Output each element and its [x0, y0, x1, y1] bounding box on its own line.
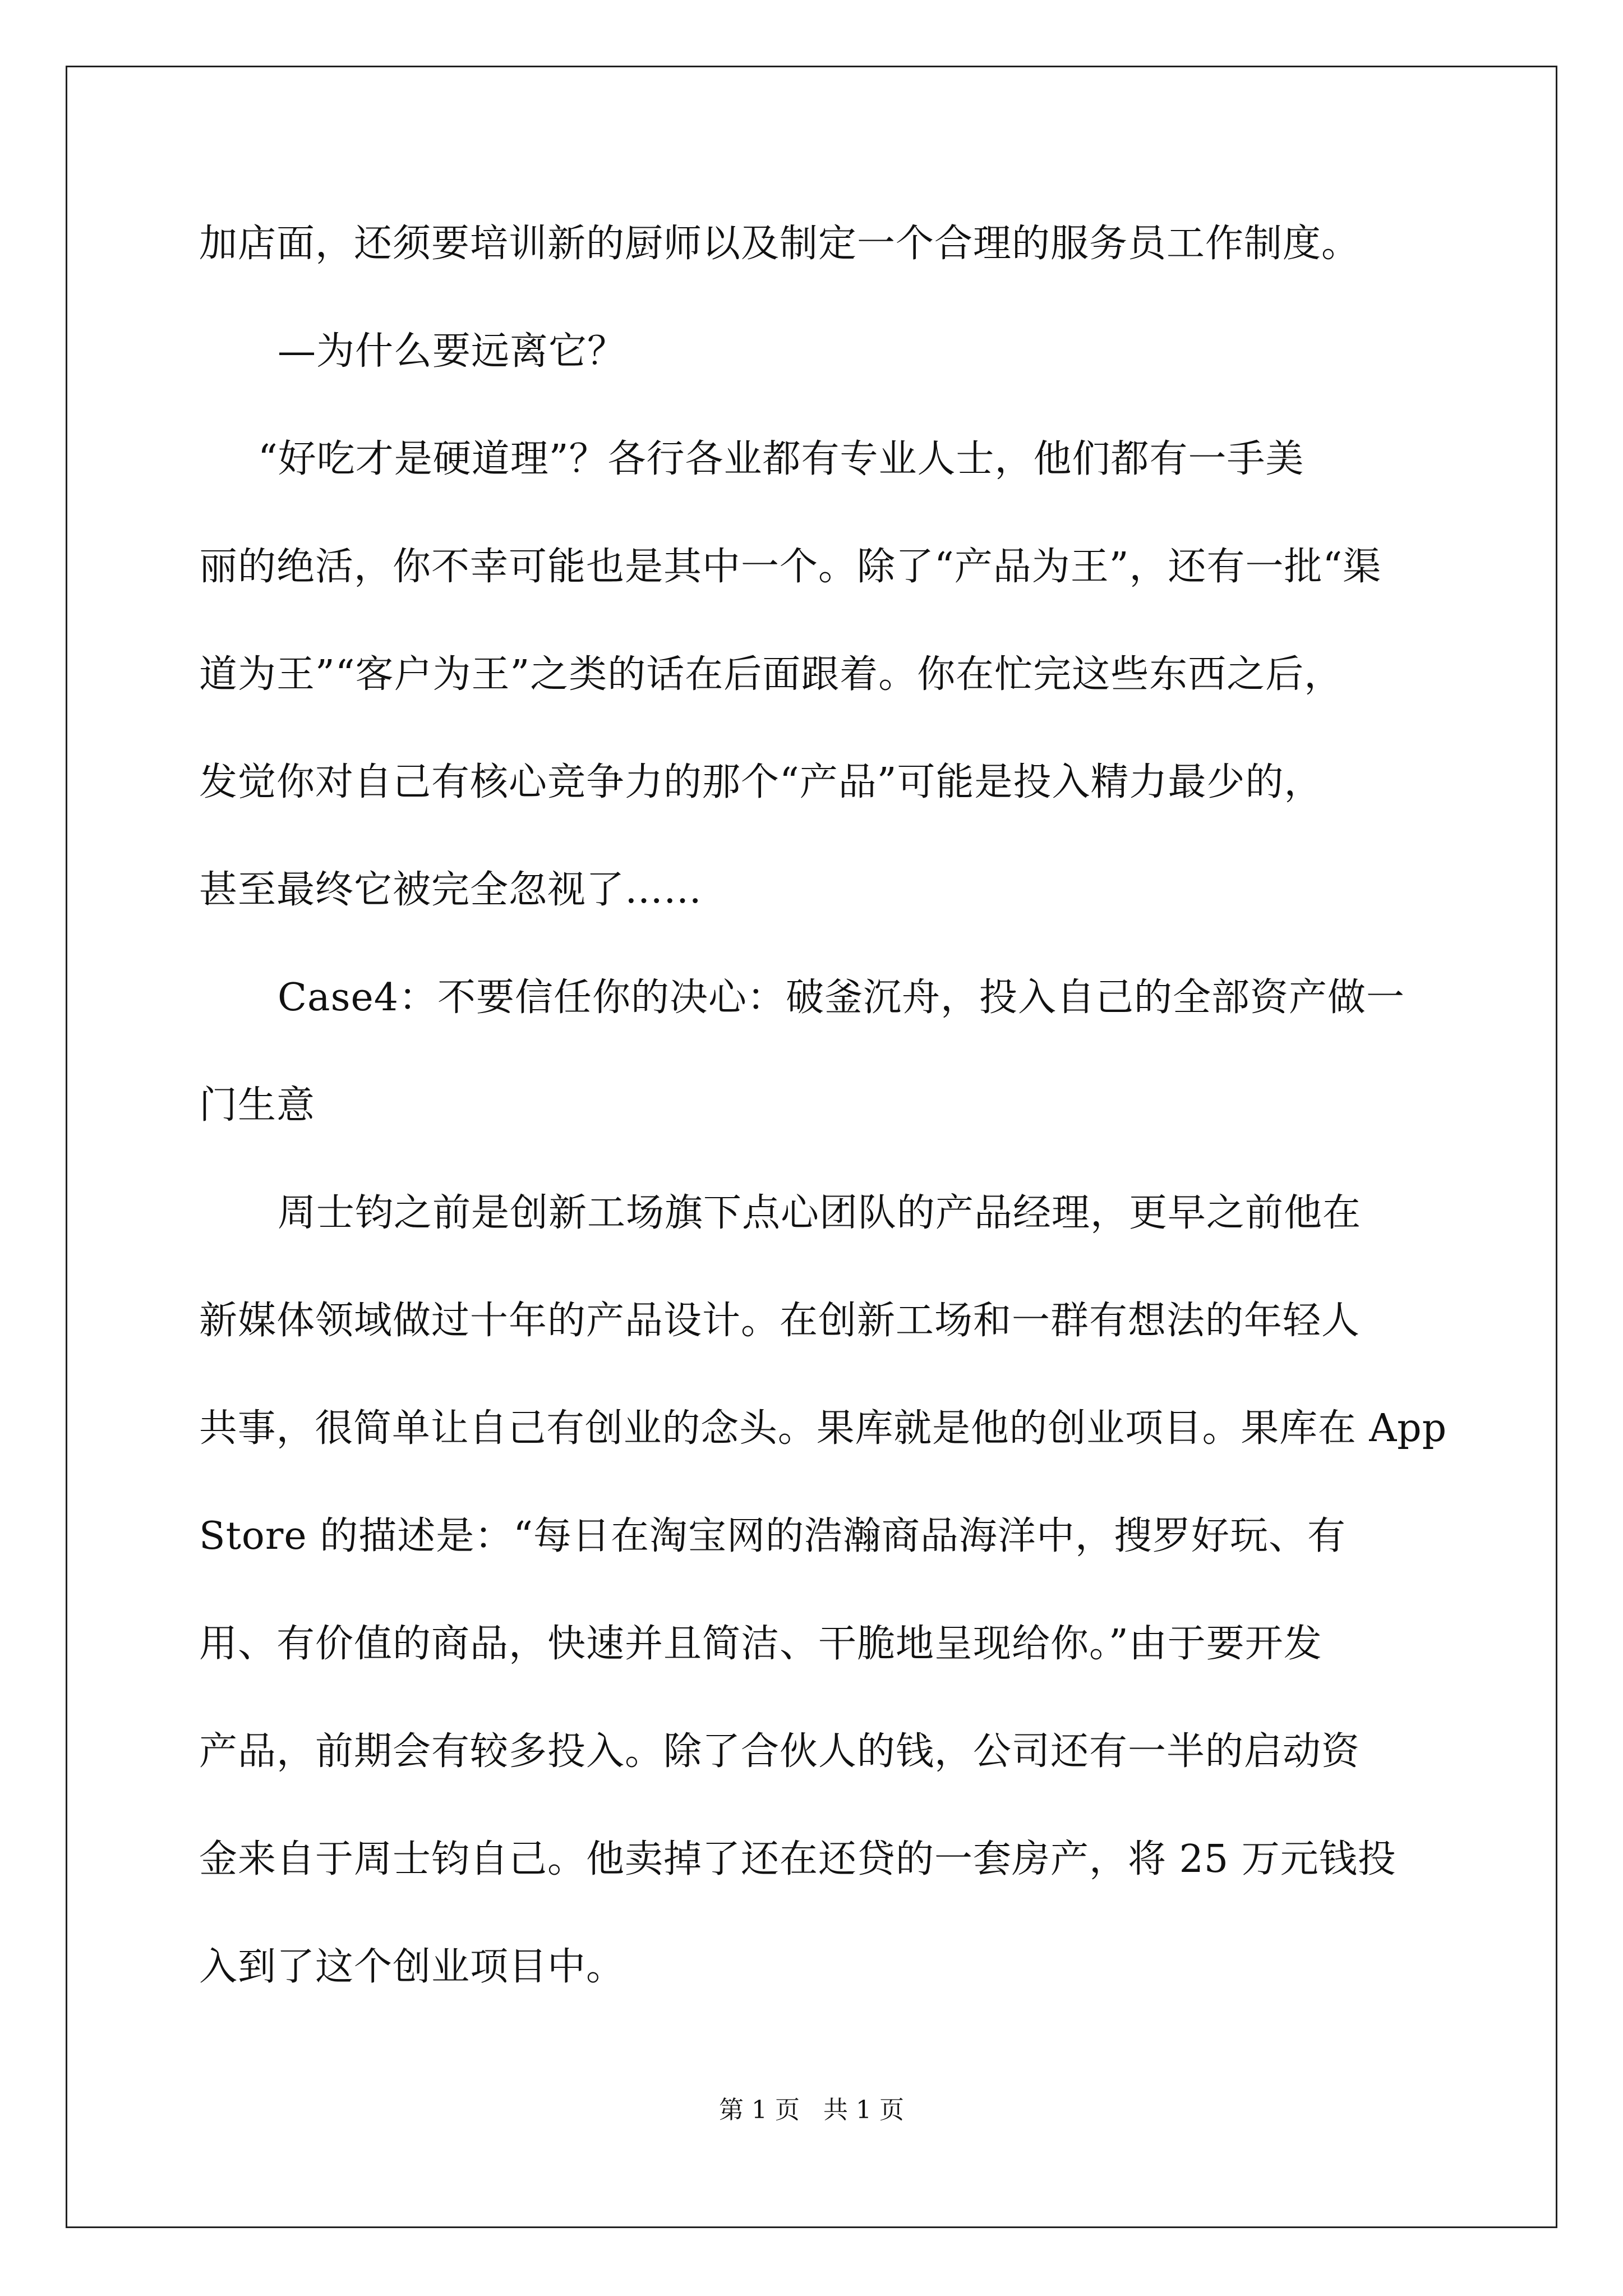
text-line: “好吃才是硬道理”？各行各业都有专业人士，他们都有一手美 — [258, 437, 1304, 481]
text-line: 共事，很简单让自己有创业的念头。果库就是他的创业项目。果库在 App — [199, 1406, 1447, 1451]
text-line: 新媒体领域做过十年的产品设计。在创新工场和一群有想法的年轻人 — [199, 1299, 1361, 1343]
text-line: Case4：不要信任你的决心：破釜沉舟，投入自己的全部资产做一 — [278, 976, 1405, 1020]
text-line: 道为王”“客户为王”之类的话在后面跟着。你在忙完这些东西之后， — [199, 652, 1343, 697]
page-total: 共 1 页 — [823, 2096, 904, 2124]
text-line: 入到了这个创业项目中。 — [199, 1945, 625, 1989]
text-line: 用、有价值的商品，快速并且简洁、干脆地呈现给你。”由于要开发 — [199, 1622, 1322, 1666]
text-line: 甚至最终它被完全忽视了…… — [199, 868, 703, 912]
text-line: 周士钧之前是创新工场旗下点心团队的产品经理，更早之前他在 — [278, 1191, 1362, 1235]
text-line: 金来自于周士钧自己。他卖掉了还在还贷的一套房产，将 25 万元钱投 — [199, 1837, 1396, 1881]
page-footer — [0, 2093, 1623, 2127]
text-line: 发觉你对自己有核心竞争力的那个“产品”可能是投入精力最少的， — [199, 760, 1323, 804]
text-line: 加店面，还须要培训新的厨师以及制定一个合理的服务员工作制度。 — [199, 222, 1361, 266]
page-number: 第 1 页 — [719, 2096, 800, 2124]
text-line: 产品，前期会有较多投入。除了合伙人的钱，公司还有一半的启动资 — [199, 1729, 1361, 1774]
text-line: 门生意 — [199, 1083, 316, 1128]
text-line: —为什么要远离它？ — [278, 329, 626, 374]
text-line: 丽的绝活，你不幸可能也是其中一个。除了“产品为王”，还有一批“渠 — [199, 545, 1382, 589]
page-border — [66, 66, 1557, 2228]
text-line: Store 的描述是：“每日在淘宝网的浩瀚商品海洋中，搜罗好玩、有 — [199, 1514, 1346, 1558]
